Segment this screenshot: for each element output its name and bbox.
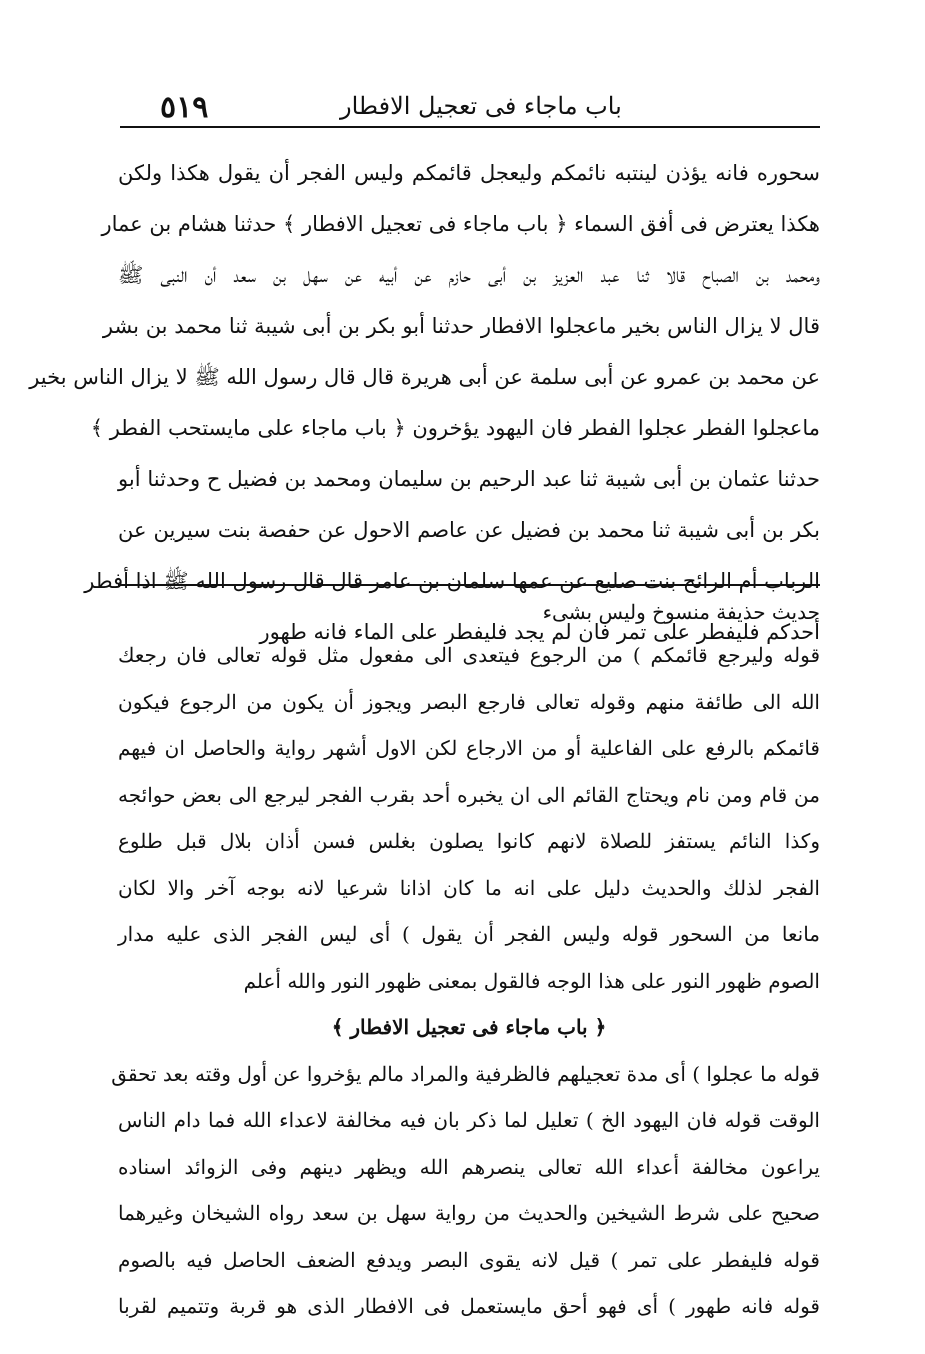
text-line: ماعجلوا الفطر عجلوا الفطر فان اليهود يؤخرون ﴿ باب ماجاء على مايستحب الفطر ﴾	[90, 416, 820, 440]
text-line: قال لا يزال الناس بخير ماعجلوا الافطار حدثنا أبو بكر بن أبى شيبة ثنا محمد بن بشر	[102, 314, 820, 338]
running-title: باب ماجاء فى تعجيل الافطار	[340, 92, 622, 120]
commentary-line: يراعون مخالفة أعداء الله تعالى ينصرهم الله ويظهر دينهم وفى الزوائد اسناده	[118, 1154, 820, 1179]
commentary-line: الصوم ظهور النور على هذا الوجه فالقول بمعنى ظهور النور والله أعلم	[243, 968, 820, 993]
commentary-line: الفجر لذلك والحديث دليل على انه ما كان اذانا شرعيا لانه بوجه آخر والا لكان	[118, 875, 820, 900]
text-line: سحوره فانه يؤذن لينتبه نائمكم وليعجل قائمكم وليس الفجر أن يقول هكذا ولكن	[118, 161, 820, 185]
commentary-line: الوقت قوله فان اليهود الخ ) تعليل لما ذكر بان فيه مخالفة لاعداء الله فما دام الناس	[118, 1108, 820, 1132]
page-header	[120, 86, 820, 128]
text-line: الرباب أم الرائح بنت صليع عن عمها سلمان بن عامر قال قال رسول الله ﷺ اذا أفطر	[84, 569, 820, 593]
section-heading: ﴿ باب ماجاء فى تعجيل الافطار ﴾	[331, 1015, 607, 1039]
page-number: ٥١٩	[160, 90, 209, 125]
commentary-line: قوله فليفطر على تمر ) قيل لانه يقوى البصر ويدفع الضعف الحاصل فيه بالصوم	[118, 1247, 820, 1272]
text-line: حدثنا عثمان بن أبى شيبة ثنا عبد الرحيم بن سليمان ومحمد بن فضيل ح وحدثنا أبو	[118, 467, 820, 491]
text-line: هكذا يعترض فى أفق السماء ﴿ باب ماجاء فى تعجيل الافطار ﴾ حدثنا هشام بن عمار	[101, 212, 820, 236]
text-line: ومحمد بن الصباح قالا ثنا عبد العزيز بن أبى حازم عن أبيه عن سهل بن سعد أن النبى ﷺ	[118, 263, 820, 287]
text-line: بكر بن أبى شيبة ثنا محمد بن فضيل عن عاصم الاحول عن حفصة بنت سيرين عن	[118, 518, 820, 542]
commentary-line: مانعا من السحور قوله وليس الفجر أن يقول ) أى ليس الفجر الذى عليه مدار	[118, 922, 820, 946]
main-text	[29, 148, 820, 658]
commentary-text	[111, 592, 820, 1330]
section-divider	[118, 584, 820, 586]
commentary-line: قوله ما عجلوا ) أى مدة تعجيلهم فالظرفية والمراد مالم يؤخروا عن أول وقته بعد تحقق	[111, 1061, 820, 1086]
commentary-line: الله الى طائفة منهم وقوله تعالى فارجع البصر ويجوز أن يكون من الرجوع فيكون	[118, 689, 820, 714]
commentary-line: من قام ومن نام ويحتاج القائم الى ان يخبره أحد بقرب الفجر ليرجع الى بعض حوائجه	[118, 782, 820, 807]
commentary-line: قائمكم بالرفع على الفاعلية أو من الارجاع لكن الاول أشهر رواية والحاصل ان فيهم	[118, 736, 820, 760]
commentary-line: صحيح على شرط الشيخين والحديث من رواية سهل بن سعد رواه الشيخان وغيرهما	[118, 1201, 820, 1225]
commentary-line: حديث حذيفة منسوخ وليس بشىء	[542, 600, 820, 624]
text-line: عن محمد بن عمرو عن أبى سلمة عن أبى هريرة قال قال رسول الله ﷺ لا يزال الناس بخير	[29, 365, 820, 389]
text-line: أحدكم فليفطر على تمر فان لم يجد فليفطر على الماء فانه طهور	[259, 620, 820, 644]
commentary-line: قوله وليرجع قائمكم ) من الرجوع فيتعدى الى مفعول مثل قوله تعالى فان رجعك	[118, 643, 820, 667]
commentary-line: وكذا النائم يستفز للصلاة لانهم كانوا يصلون بغلس فسن أذان بلال قبل طلوع	[118, 829, 820, 853]
commentary-line: قوله فانه طهور ) أى فهو أحق مايستعمل فى الافطار الذى هو قربة وتتميم لقربا	[118, 1294, 820, 1318]
